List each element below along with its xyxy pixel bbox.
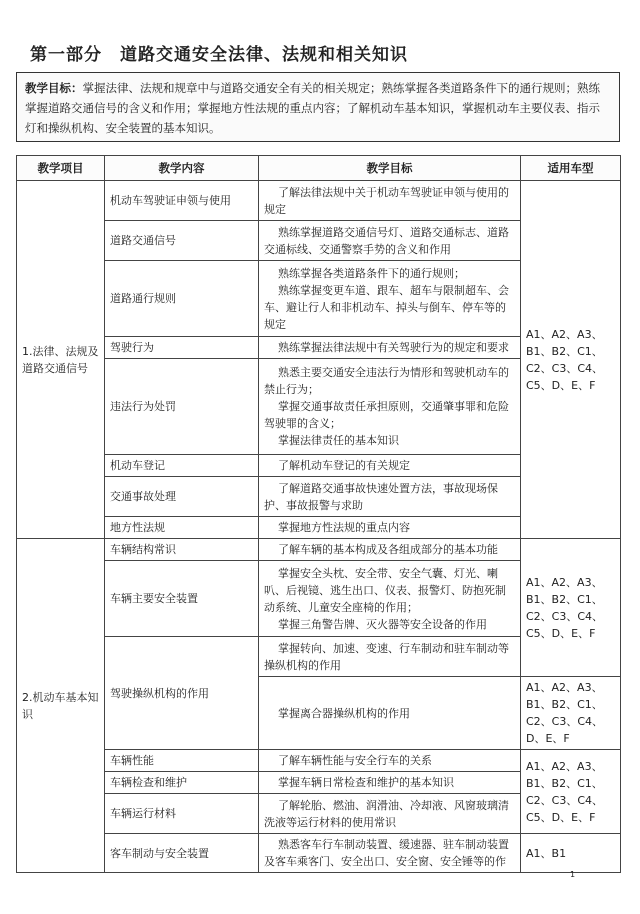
content-cell: 机动车驾驶证申领与使用 xyxy=(105,181,259,221)
curriculum-table xyxy=(16,155,621,873)
header-content: 教学内容 xyxy=(105,156,259,181)
goal-cell: 了解法律法规中关于机动车驾驶证申领与使用的规定 xyxy=(259,181,521,221)
content-cell: 地方性法规 xyxy=(105,517,259,539)
goal-cell: 掌握转向、加速、变速、行车制动和驻车制动等操纵机构的作用 xyxy=(259,637,521,677)
teaching-goal-box xyxy=(16,72,620,142)
content-cell: 机动车登记 xyxy=(105,455,259,477)
vehicle-cell: A1、A2、A3、B1、B2、C1、C2、C3、C4、D、E、F xyxy=(521,677,621,750)
goal-cell: 了解机动车登记的有关规定 xyxy=(259,455,521,477)
goal-text: 掌握法律、法规和规章中与道路交通安全有关的相关规定；熟练掌握各类道路条件下的通行规则；熟练掌握道路交通信号的含义和作用；掌握地方性法规的重点内容；了解机动车基本知识，掌握机动车主要仪表、指示灯和操纵机构、安全装置的基本知识。 xyxy=(25,81,600,135)
table-row xyxy=(17,834,621,873)
content-cell: 道路通行规则 xyxy=(105,261,259,337)
table-row xyxy=(17,181,621,221)
vehicle-cell: A1、B1 xyxy=(521,834,621,873)
goal-cell: 熟悉主要交通安全违法行为情形和驾驶机动车的禁止行为； 掌握交通事故责任承担原则，交通肇事罪和危险驾驶罪的含义； 掌握法律责任的基本知识 xyxy=(259,359,521,455)
vehicle-cell: A1、A2、A3、B1、B2、C1、C2、C3、C4、C5、D、E、F xyxy=(521,750,621,834)
goal-cell: 熟练掌握法律法规中有关驾驶行为的规定和要求 xyxy=(259,337,521,359)
content-cell: 车辆性能 xyxy=(105,750,259,772)
page-number: 1 xyxy=(570,870,576,879)
goal-cell: 掌握离合器操纵机构的作用 xyxy=(259,677,521,750)
group-item-law: 1.法律、法规及道路交通信号 xyxy=(17,181,105,539)
goal-cell: 了解轮胎、燃油、润滑油、冷却液、风窗玻璃清洗液等运行材料的使用常识 xyxy=(259,794,521,834)
goal-cell: 掌握地方性法规的重点内容 xyxy=(259,517,521,539)
content-cell: 驾驶操纵机构的作用 xyxy=(105,637,259,750)
page-title xyxy=(30,40,408,65)
content-cell: 违法行为处罚 xyxy=(105,359,259,455)
goal-cell: 熟练掌握道路交通信号灯、道路交通标志、道路交通标线、交通警察手势的含义和作用 xyxy=(259,221,521,261)
goal-cell: 了解车辆性能与安全行车的关系 xyxy=(259,750,521,772)
goal-cell: 熟练掌握各类道路条件下的通行规则； 熟练掌握变更车道、跟车、超车与限制超车、会车、避让行人和非机动车、掉头与倒车、停车等的规定 xyxy=(259,261,521,337)
vehicle-cell: A1、A2、A3、B1、B2、C1、C2、C3、C4、C5、D、E、F xyxy=(521,181,621,539)
content-cell: 车辆结构常识 xyxy=(105,539,259,561)
goal-cell: 熟悉客车行车制动装置、缓速器、驻车制动装置及客车乘客门、安全出口、安全窗、安全锤等的作 xyxy=(259,834,521,873)
header-goal: 教学目标 xyxy=(259,156,521,181)
content-cell: 驾驶行为 xyxy=(105,337,259,359)
content-cell: 道路交通信号 xyxy=(105,221,259,261)
content-cell: 车辆运行材料 xyxy=(105,794,259,834)
header-item: 教学项目 xyxy=(17,156,105,181)
goal-cell: 了解车辆的基本构成及各组成部分的基本功能 xyxy=(259,539,521,561)
group-item-vehicle: 2.机动车基本知识 xyxy=(17,539,105,873)
header-vehicles: 适用车型 xyxy=(521,156,621,181)
part-label: 第一部分 xyxy=(30,45,102,65)
part-name: 道路交通安全法律、法规和相关知识 xyxy=(120,45,408,65)
goal-label: 教学目标： xyxy=(25,81,83,95)
table-row xyxy=(17,750,621,772)
table-row xyxy=(17,539,621,561)
content-cell: 车辆检查和维护 xyxy=(105,772,259,794)
content-cell: 客车制动与安全装置 xyxy=(105,834,259,873)
table-header-row xyxy=(17,156,621,181)
goal-cell: 了解道路交通事故快速处置方法，事故现场保护、事故报警与求助 xyxy=(259,477,521,517)
content-cell: 车辆主要安全装置 xyxy=(105,561,259,637)
vehicle-cell: A1、A2、A3、B1、B2、C1、C2、C3、C4、C5、D、E、F xyxy=(521,539,621,677)
goal-cell: 掌握车辆日常检查和维护的基本知识 xyxy=(259,772,521,794)
content-cell: 交通事故处理 xyxy=(105,477,259,517)
goal-cell: 掌握安全头枕、安全带、安全气囊、灯光、喇叭、后视镜、逃生出口、仪表、报警灯、防抱死制动系统、儿童安全座椅的作用； 掌握三角警告牌、灭火器等安全设备的作用 xyxy=(259,561,521,637)
